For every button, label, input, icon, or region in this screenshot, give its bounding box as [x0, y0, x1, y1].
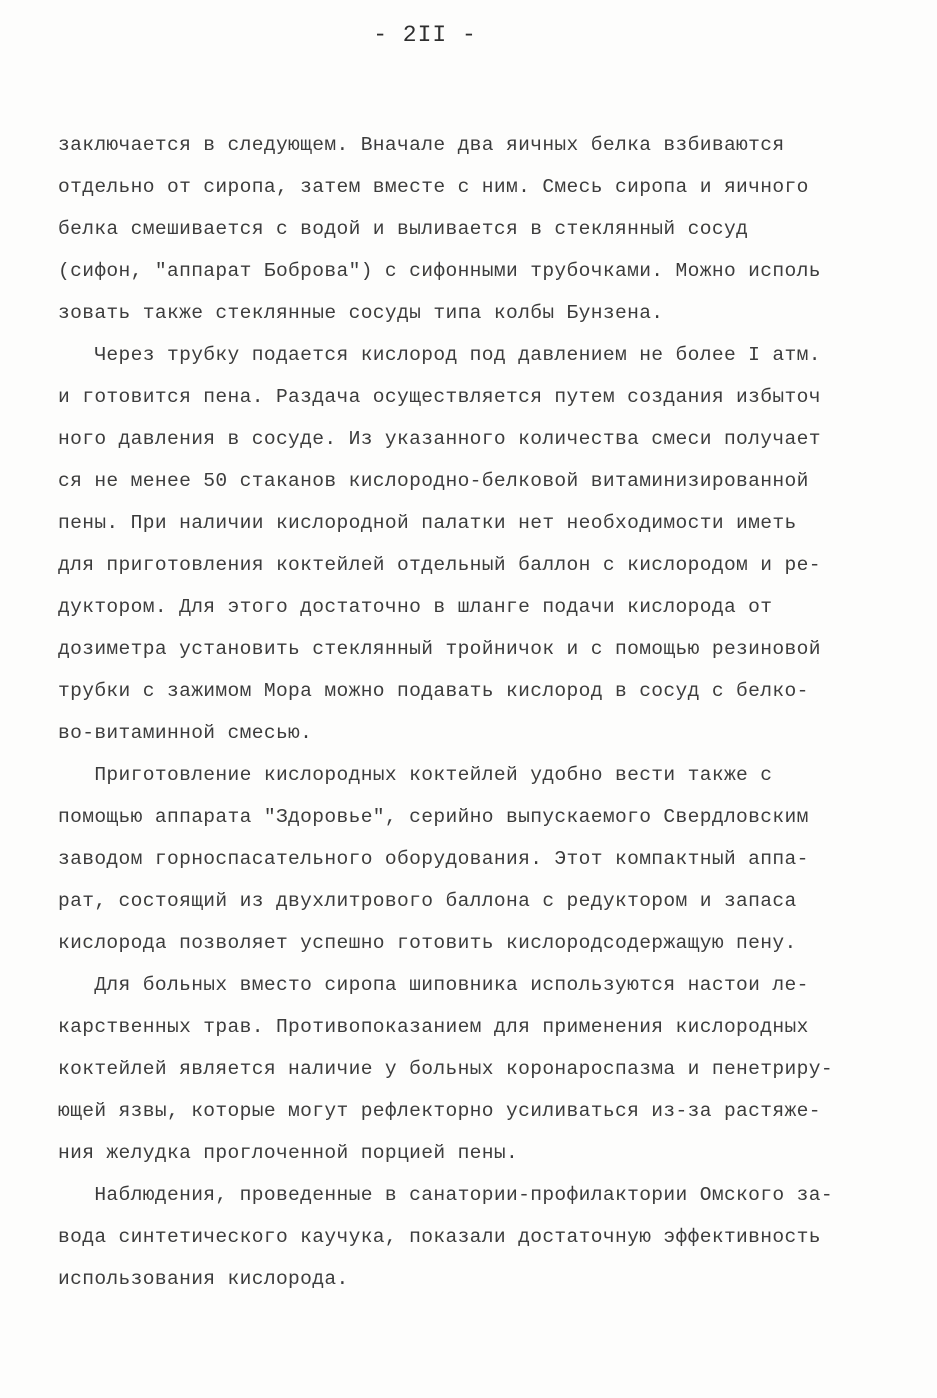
- text-line: Приготовление кислородных коктейлей удобно вести также с: [58, 764, 773, 786]
- text-line: помощью аппарата "Здоровье", серийно выпускаемого Свердловским: [58, 806, 809, 828]
- text-line: трубки с зажимом Мора можно подавать кислород в сосуд с белко-: [58, 680, 809, 702]
- text-line: Для больных вместо сиропа шиповника используются настои ле-: [58, 974, 809, 996]
- text-line: для приготовления коктейлей отдельный баллон с кислородом и ре-: [58, 554, 821, 576]
- text-line: использования кислорода.: [58, 1268, 349, 1290]
- text-line: во-витаминной смесью.: [58, 722, 313, 744]
- text-line: рат, состоящий из двухлитрового баллона с редуктором и запаса: [58, 890, 797, 912]
- page-number: - 2II -: [373, 22, 477, 48]
- text-line: ся не менее 50 стаканов кислородно-белковой витаминизированной: [58, 470, 809, 492]
- text-line: ющей язвы, которые могут рефлекторно усиливаться из-за растяже-: [58, 1100, 821, 1122]
- text-line: отдельно от сиропа, затем вместе с ним. Смесь сиропа и яичного: [58, 176, 809, 198]
- text-line: белка смешивается с водой и выливается в стеклянный сосуд: [58, 218, 749, 240]
- text-line: ного давления в сосуде. Из указанного количества смеси получает: [58, 428, 821, 450]
- text-line: зовать также стеклянные сосуды типа колбы Бунзена.: [58, 302, 664, 324]
- text-line: кислорода позволяет успешно готовить кислородсодержащую пену.: [58, 932, 797, 954]
- text-line: ния желудка проглоченной порцией пены.: [58, 1142, 519, 1164]
- text-line: Через трубку подается кислород под давлением не более I атм.: [58, 344, 821, 366]
- text-line: вода синтетического каучука, показали достаточную эффективность: [58, 1226, 821, 1248]
- text-line: и готовится пена. Раздача осуществляется путем создания избыточ: [58, 386, 821, 408]
- text-line: коктейлей является наличие у больных коронароспазма и пенетриру-: [58, 1058, 833, 1080]
- text-line: заключается в следующем. Вначале два яичных белка взбиваются: [58, 134, 785, 156]
- text-line: дуктором. Для этого достаточно в шланге подачи кислорода от: [58, 596, 773, 618]
- text-line: дозиметра установить стеклянный тройничок и с помощью резиновой: [58, 638, 821, 660]
- text-line: (сифон, "аппарат Боброва") с сифонными трубочками. Можно исполь: [58, 260, 821, 282]
- text-line: карственных трав. Противопоказанием для применения кислородных: [58, 1016, 809, 1038]
- text-line: Наблюдения, проведенные в санатории-профилактории Омского за-: [58, 1184, 833, 1206]
- text-line: пены. При наличии кислородной палатки нет необходимости иметь: [58, 512, 797, 534]
- text-line: заводом горноспасательного оборудования. Этот компактный аппа-: [58, 848, 809, 870]
